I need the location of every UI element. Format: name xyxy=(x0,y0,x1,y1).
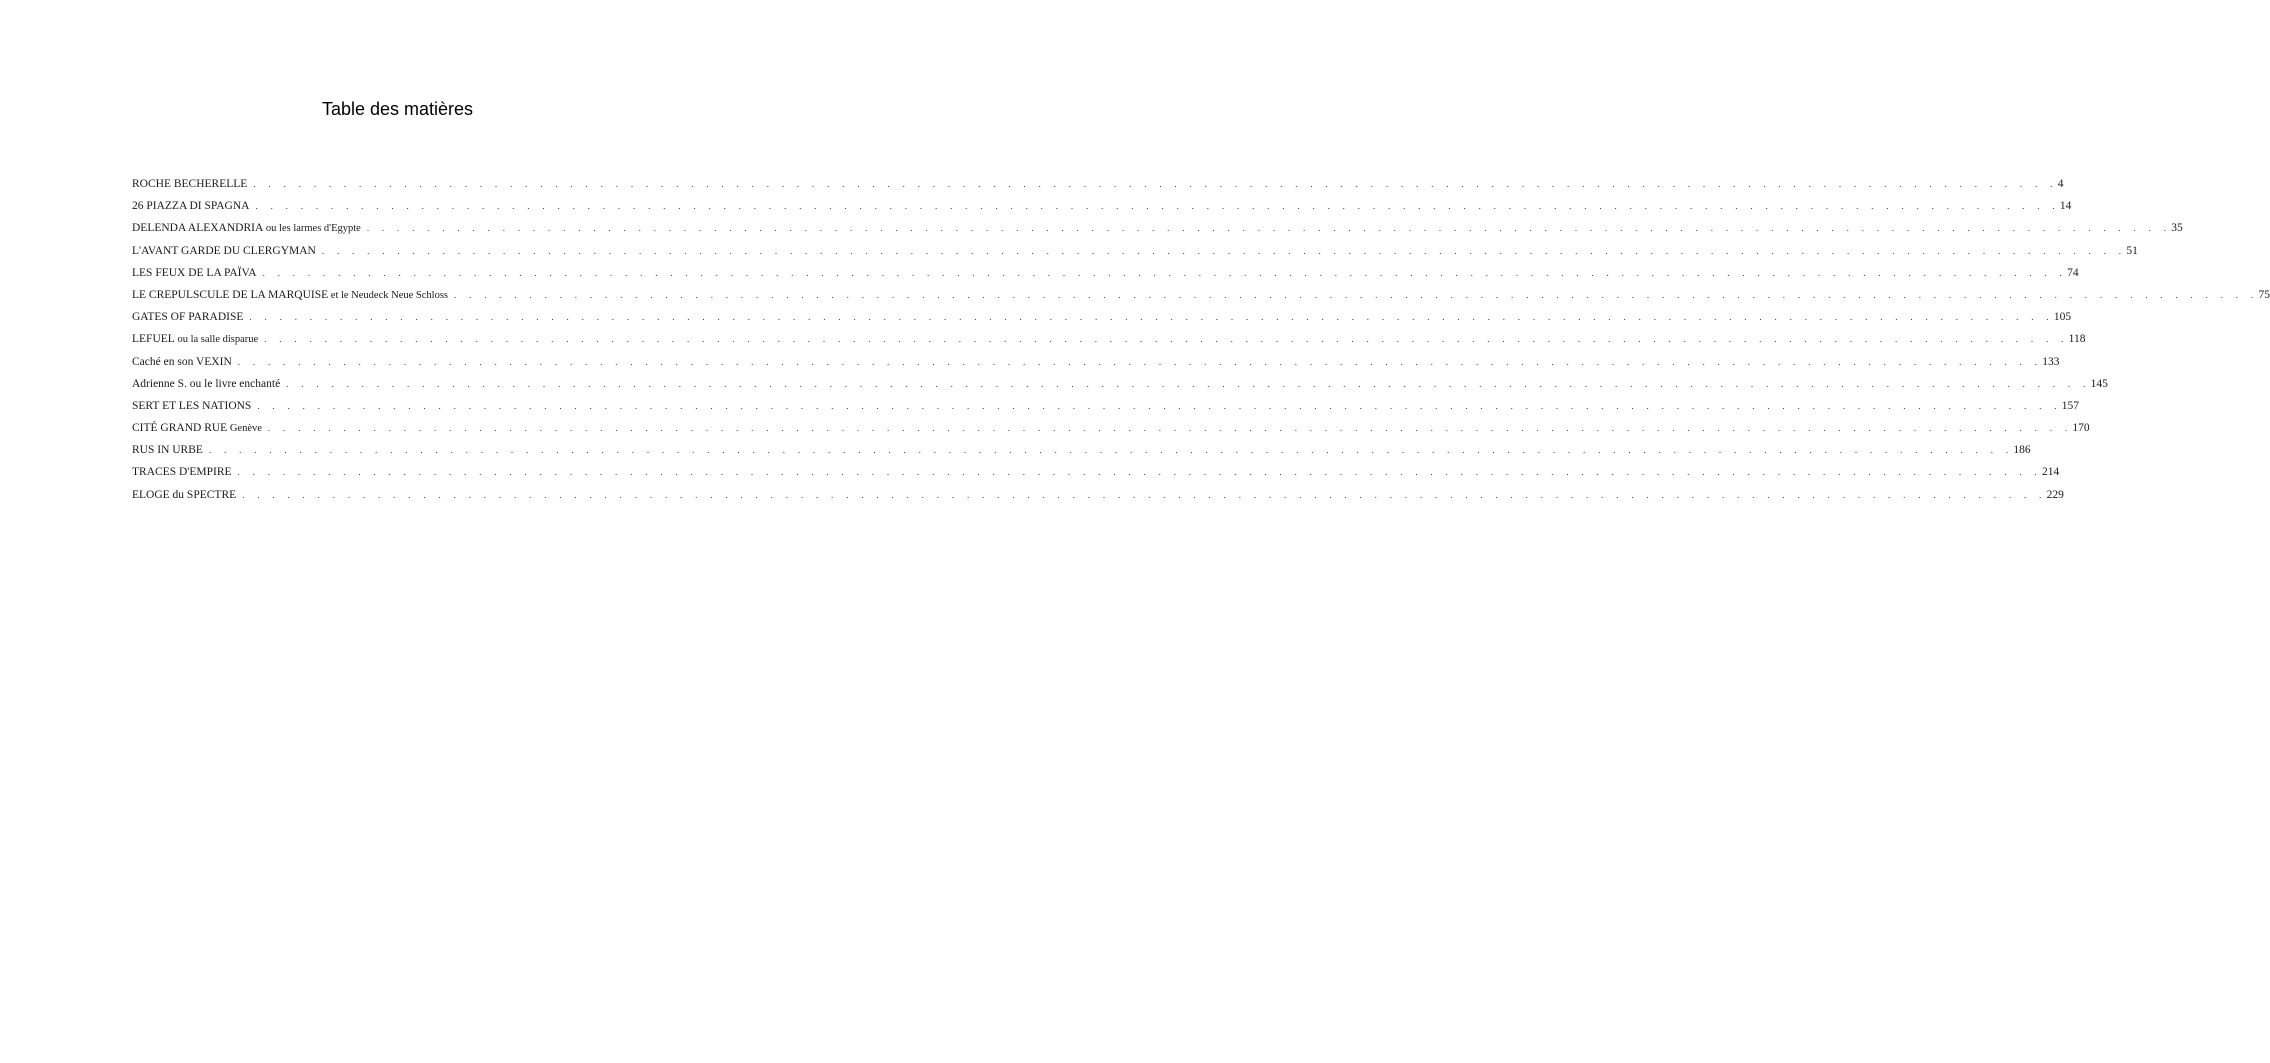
toc-entry[interactable] xyxy=(132,266,2079,289)
toc-entry-main-title: RUS IN URBE xyxy=(132,444,203,457)
toc-page-number: 74 xyxy=(2067,266,2079,279)
toc-entry-title xyxy=(132,267,263,279)
toc-entry[interactable] xyxy=(132,178,2064,200)
toc-entry-main-title: GATES OF PARADISE xyxy=(132,311,244,324)
toc-entry[interactable] xyxy=(132,288,2270,311)
toc-entry-main-title: L'AVANT GARDE DU CLERGYMAN xyxy=(132,244,316,257)
toc-entry[interactable] xyxy=(132,355,2060,378)
toc-entry-subtitle: et le Neudeck Neue Schloss xyxy=(328,289,448,301)
dot-leader: . . . . . . . . . . . . . . . . . . . . . . . . . . . . . . . . . . . . . . . . . . . . . . . . . . . . . . . . . . . . . . . . . . . . . . . . . . . . . . . . . . . . . . . . . . . . . . . . . . . . . . . . . . . . . . . . . . . . . . . . xyxy=(267,423,2073,434)
toc-entry-title xyxy=(132,400,257,412)
toc-entry[interactable] xyxy=(132,377,2108,400)
toc-entry-main-title: Caché en son VEXIN xyxy=(132,355,232,368)
toc-page-number: 157 xyxy=(2061,399,2080,412)
dot-leader: . . . . . . . . . . . . . . . . . . . . . . . . . . . . . . . . . . . . . . . . . . . . . . . . . . . . . . . . . . . . . . . . . . . . . . . . . . . . . . . . . . . . . . . . . . . . . . . . . . . . . . . . . . . . . . . . . . . . . . . . xyxy=(366,223,2172,234)
toc-entry-title xyxy=(132,200,255,212)
dot-leader: . . . . . . . . . . . . . . . . . . . . . . . . . . . . . . . . . . . . . . . . . . . . . . . . . . . . . . . . . . . . . . . . . . . . . . . . . . . . . . . . . . . . . . . . . . . . . . . . . . . . . . . . . . . . . . . . . . . . . . . . xyxy=(257,400,2062,411)
toc-page-number: 214 xyxy=(2041,466,2060,479)
dot-leader: . . . . . . . . . . . . . . . . . . . . . . . . . . . . . . . . . . . . . . . . . . . . . . . . . . . . . . . . . . . . . . . . . . . . . . . . . . . . . . . . . . . . . . . . . . . . . . . . . . . . . . . . . . . . . . . . . . . . . . . . xyxy=(237,356,2043,367)
toc-entry-title xyxy=(132,178,253,190)
toc-entry-subtitle: Genève xyxy=(227,423,262,435)
toc-entry-title xyxy=(132,378,286,390)
toc-entry-main-title: DELENDA ALEXANDRIA xyxy=(132,222,264,235)
toc-entry[interactable] xyxy=(132,488,2064,511)
toc-entry[interactable] xyxy=(132,444,2031,466)
toc-page-number: 186 xyxy=(2013,444,2031,457)
toc-entry-title xyxy=(132,333,264,345)
dot-leader: . . . . . . . . . . . . . . . . . . . . . . . . . . . . . . . . . . . . . . . . . . . . . . . . . . . . . . . . . . . . . . . . . . . . . . . . . . . . . . . . . . . . . . . . . . . . . . . . . . . . . . . . . . . . . . . . . . . . . . . . xyxy=(321,245,2127,256)
toc-entry[interactable] xyxy=(132,333,2086,355)
toc-page-number: 35 xyxy=(2171,222,2183,235)
toc-entry-title xyxy=(132,444,209,456)
toc-entry-main-title: ELOGE du SPECTRE xyxy=(132,488,237,501)
toc-entry-title xyxy=(132,356,238,368)
toc-entry[interactable] xyxy=(132,222,2183,244)
dot-leader: . . . . . . . . . . . . . . . . . . . . . . . . . . . . . . . . . . . . . . . . . . . . . . . . . . . . . . . . . . . . . . . . . . . . . . . . . . . . . . . . . . . . . . . . . . . . . . . . . . . . . . . . . . . . . . . . . . . . . . . . xyxy=(242,489,2047,500)
toc-page-number: 118 xyxy=(2068,333,2086,346)
toc-entry-subtitle: ou les larmes d'Egypte xyxy=(263,223,361,235)
toc-entry-title xyxy=(132,245,322,257)
toc-page-number: 145 xyxy=(2090,377,2108,390)
toc-entry[interactable] xyxy=(132,466,2060,488)
toc-page-number: 229 xyxy=(2046,488,2064,501)
toc-entry-main-title: ROCHE BECHERELLE xyxy=(132,178,248,190)
toc-entry-main-title: LEFUEL xyxy=(132,333,175,346)
table-of-contents xyxy=(132,178,2270,511)
dot-leader: . . . . . . . . . . . . . . . . . . . . . . . . . . . . . . . . . . . . . . . . . . . . . . . . . . . . . . . . . . . . . . . . . . . . . . . . . . . . . . . . . . . . . . . . . . . . . . . . . . . . . . . . . . . . . . . . . . . . . . . . xyxy=(253,179,2058,189)
toc-entry[interactable] xyxy=(132,422,2090,444)
toc-entry-main-title: CITÉ GRAND RUE xyxy=(132,422,228,435)
toc-page-number: 51 xyxy=(2126,244,2138,257)
dot-leader: . . . . . . . . . . . . . . . . . . . . . . . . . . . . . . . . . . . . . . . . . . . . . . . . . . . . . . . . . . . . . . . . . . . . . . . . . . . . . . . . . . . . . . . . . . . . . . . . . . . . . . . . . . . . . . . . . . . . . . . . xyxy=(255,201,2060,212)
dot-leader: . . . . . . . . . . . . . . . . . . . . . . . . . . . . . . . . . . . . . . . . . . . . . . . . . . . . . . . . . . . . . . . . . . . . . . . . . . . . . . . . . . . . . . . . . . . . . . . . . . . . . . . . . . . . . . . . . . . . . . . . xyxy=(262,267,2068,278)
toc-entry[interactable] xyxy=(132,311,2072,333)
toc-entry-title xyxy=(132,489,242,501)
toc-entry-title xyxy=(132,466,238,478)
toc-entry[interactable] xyxy=(132,244,2138,267)
toc-page-number: 75 xyxy=(2258,288,2270,301)
toc-entry-main-title: LES FEUX DE LA PAÏVA xyxy=(132,266,257,279)
toc-entry-main-title: Adrienne S. ou le livre enchanté xyxy=(132,377,281,390)
toc-entry-title xyxy=(132,289,454,301)
dot-leader: . . . . . . . . . . . . . . . . . . . . . . . . . . . . . . . . . . . . . . . . . . . . . . . . . . . . . . . . . . . . . . . . . . . . . . . . . . . . . . . . . . . . . . . . . . . . . . . . . . . . . . . . . . . . . . . . . . . . . . . . xyxy=(286,378,2091,389)
toc-page-number: 170 xyxy=(2072,422,2090,435)
toc-entry[interactable] xyxy=(132,399,2080,422)
page-title: Table des matières xyxy=(321,99,474,119)
toc-entry-title xyxy=(132,222,367,234)
toc-entry-title xyxy=(132,422,268,434)
toc-page-number: 105 xyxy=(2053,311,2072,324)
dot-leader: . . . . . . . . . . . . . . . . . . . . . . . . . . . . . . . . . . . . . . . . . . . . . . . . . . . . . . . . . . . . . . . . . . . . . . . . . . . . . . . . . . . . . . . . . . . . . . . . . . . . . . . . . . . . . . . . . . . . . . . . xyxy=(208,445,2014,456)
toc-page-number: 14 xyxy=(2059,200,2072,213)
toc-entry-main-title: LE CREPULSCULE DE LA MARQUISE xyxy=(132,288,329,301)
dot-leader: . . . . . . . . . . . . . . . . . . . . . . . . . . . . . . . . . . . . . . . . . . . . . . . . . . . . . . . . . . . . . . . . . . . . . . . . . . . . . . . . . . . . . . . . . . . . . . . . . . . . . . . . . . . . . . . . . . . . . . . . xyxy=(264,334,2069,345)
toc-entry-subtitle: ou la salle disparue xyxy=(174,334,259,346)
dot-leader: . . . . . . . . . . . . . . . . . . . . . . . . . . . . . . . . . . . . . . . . . . . . . . . . . . . . . . . . . . . . . . . . . . . . . . . . . . . . . . . . . . . . . . . . . . . . . . . . . . . . . . . . . . . . . . . . . . . . . . . . xyxy=(237,467,2042,478)
toc-entry-title xyxy=(132,311,249,323)
toc-entry-main-title: TRACES D'EMPIRE xyxy=(132,466,232,479)
toc-entry-main-title: SERT ET LES NATIONS xyxy=(132,399,252,412)
toc-page-number: 4 xyxy=(2057,178,2064,190)
toc-entry[interactable] xyxy=(132,200,2072,222)
toc-entry-main-title: 26 PIAZZA DI SPAGNA xyxy=(132,200,250,213)
toc-page-number: 133 xyxy=(2042,355,2060,368)
dot-leader: . . . . . . . . . . . . . . . . . . . . . . . . . . . . . . . . . . . . . . . . . . . . . . . . . . . . . . . . . . . . . . . . . . . . . . . . . . . . . . . . . . . . . . . . . . . . . . . . . . . . . . . . . . . . . . . . . . . . . . . . xyxy=(249,312,2054,323)
dot-leader: . . . . . . . . . . . . . . . . . . . . . . . . . . . . . . . . . . . . . . . . . . . . . . . . . . . . . . . . . . . . . . . . . . . . . . . . . . . . . . . . . . . . . . . . . . . . . . . . . . . . . . . . . . . . . . . . . . . . . . . . xyxy=(454,289,2259,300)
